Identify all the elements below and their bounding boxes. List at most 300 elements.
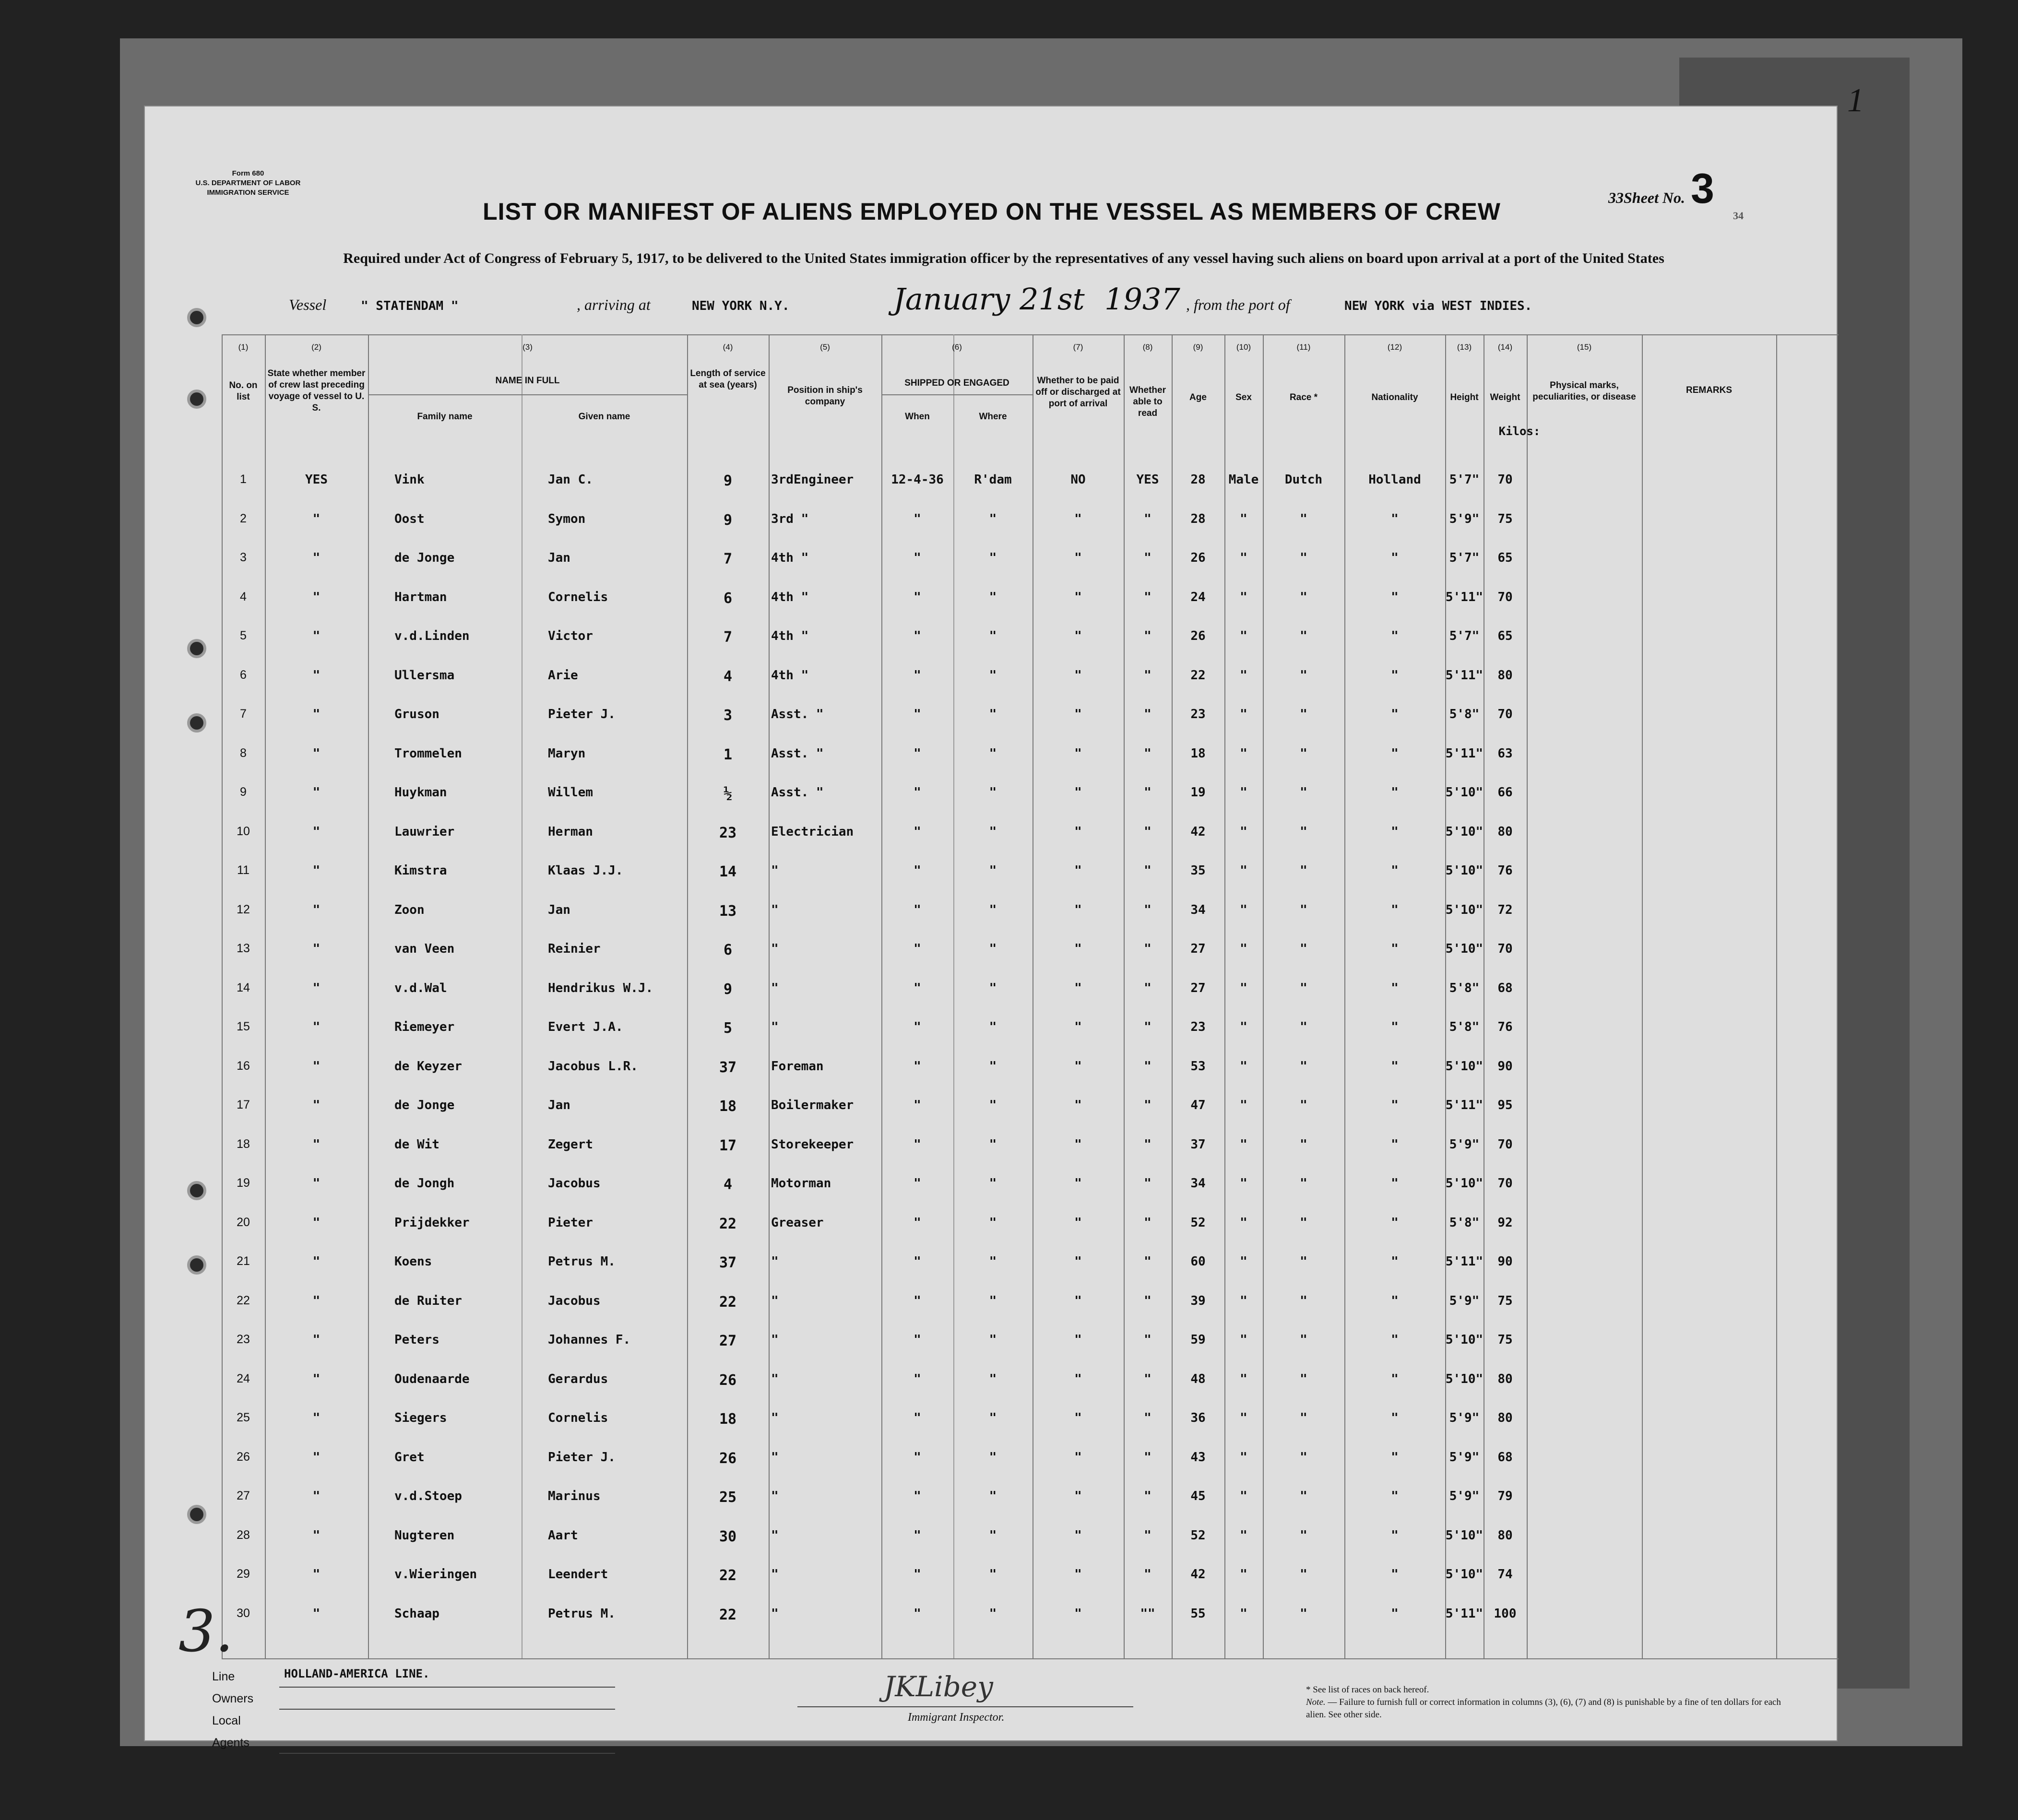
cell-sex: " [1240,1489,1247,1503]
cell-shipped-where: " [989,1371,997,1386]
cell-shipped-when: " [914,1606,921,1621]
crew-row [145,1046,1839,1085]
cell-no: 8 [240,746,247,760]
cell-nationality: Holland [1368,473,1421,487]
cell-able-read: YES [1136,473,1159,487]
cell-no: 18 [237,1137,250,1151]
page-title: LIST OR MANIFEST OF ALIENS EMPLOYED ON THE VESSEL AS MEMBERS OF CREW [483,198,1501,225]
cell-race: " [1300,629,1307,643]
cell-height: 5'9" [1449,1137,1480,1152]
cell-sex: " [1240,1020,1247,1034]
cell-position: " [771,1411,779,1425]
cell-age: 36 [1190,1411,1206,1425]
colnum-7: (7) [1073,343,1083,352]
cell-family-name: Zoon [394,902,425,917]
arrival-year: 1937 [1104,282,1180,317]
cell-family-name: v.d.Wal [394,981,447,995]
cell-race: " [1300,785,1307,800]
cell-nationality: " [1391,1137,1399,1152]
punch-hole [187,308,206,327]
cell-years-service: 9 [723,473,733,489]
cell-years-service: 37 [719,1254,737,1271]
form-number: Form 680 [232,169,264,177]
crew-row [145,1515,1839,1554]
crew-row [145,655,1839,694]
cell-race: " [1300,1567,1307,1582]
crew-row [145,1085,1839,1124]
cell-height: 5'7" [1449,551,1480,565]
cell-height: 5'8" [1449,707,1480,721]
cell-family-name: van Veen [394,942,455,956]
cell-weight: 76 [1497,863,1513,878]
cell-family-name: Ullersma [394,668,455,683]
cell-previous-voyage: " [312,981,321,995]
cell-weight: 68 [1497,1450,1513,1465]
cell-years-service: 17 [719,1137,737,1154]
cell-no: 16 [237,1059,250,1073]
cell-shipped-where: " [989,590,997,604]
cell-paid-off: " [1074,1567,1082,1582]
cell-given-name: Petrus M. [548,1254,616,1269]
cell-given-name: Willem [548,785,593,800]
colnum-3: (3) [522,343,533,352]
cell-able-read: " [1144,1020,1151,1034]
cell-years-service: 4 [723,1176,733,1193]
cell-previous-voyage: " [312,863,321,878]
cell-years-service: 4 [723,668,733,685]
footnote-note-text: — Failure to furnish full or correct information in columns (3), (6), (7) and (8) is punishable by a fine of ten dollars for each alien. See other side. [1306,1697,1781,1720]
cell-able-read: " [1144,981,1151,995]
cell-sex: " [1240,1137,1247,1152]
cell-race: " [1300,1411,1307,1425]
header-when: When [905,412,930,422]
crew-row [145,1124,1839,1163]
arrival-date: January 21st [893,282,1085,317]
cell-able-read: " [1144,707,1151,721]
cell-previous-voyage: " [312,707,321,721]
margin-note: 1 [1847,82,1864,119]
cell-shipped-where: " [989,863,997,878]
cell-age: 19 [1190,785,1206,800]
cell-able-read: " [1144,863,1151,878]
port-value: NEW YORK via WEST INDIES. [1344,299,1532,313]
arriving-value: NEW YORK N.Y. [692,299,790,313]
cell-able-read: " [1144,1489,1151,1503]
cell-sex: " [1240,551,1247,565]
cell-age: 42 [1190,1567,1206,1582]
cell-race: Dutch [1284,473,1323,487]
cell-weight: 76 [1497,1020,1513,1034]
cell-able-read: " [1144,1371,1151,1386]
header-nationality: Nationality [1371,392,1418,402]
cell-able-read: " [1144,668,1151,683]
cell-position: Electrician [771,824,854,839]
cell-shipped-where: " [989,902,997,917]
colnum-12: (12) [1387,343,1402,352]
cell-age: 37 [1190,1137,1206,1152]
cell-position: " [771,1450,779,1465]
cell-shipped-when: " [914,629,921,643]
cell-height: 5'10" [1445,1176,1484,1191]
cell-no: 23 [237,1333,250,1346]
cell-race: " [1300,1606,1307,1621]
cell-given-name: Jan [548,551,570,565]
cell-sex: Male [1228,473,1259,487]
cell-shipped-where: " [989,1293,997,1308]
colnum-13: (13) [1457,343,1472,352]
header-position: Position in ship's company [787,385,863,407]
cell-nationality: " [1391,942,1399,956]
cell-paid-off: " [1074,1137,1082,1152]
cell-height: 5'8" [1449,1215,1480,1230]
cell-weight: 65 [1497,629,1513,643]
punch-hole [187,1181,206,1200]
cell-paid-off: " [1074,1606,1082,1621]
cell-given-name: Symon [548,511,586,526]
cell-given-name: Jan [548,1098,570,1112]
cell-shipped-when: " [914,1567,921,1582]
crew-row [145,459,1839,498]
cell-nationality: " [1391,824,1399,839]
cell-race: " [1300,1098,1307,1112]
cell-weight: 68 [1497,981,1513,995]
cell-age: 28 [1190,473,1206,487]
cell-nationality: " [1391,1059,1399,1074]
cell-paid-off: " [1074,902,1082,917]
cell-weight: 70 [1497,707,1513,721]
crew-row [145,1476,1839,1515]
cell-family-name: Gret [394,1450,425,1465]
cell-weight: 75 [1497,511,1513,526]
cell-shipped-when: " [914,668,921,683]
cell-years-service: 22 [719,1606,737,1623]
cell-weight: 79 [1497,1489,1513,1503]
cell-no: 7 [240,707,247,721]
cell-shipped-where: R'dam [974,473,1012,487]
cell-age: 23 [1190,707,1206,721]
cell-family-name: de Jonge [394,1098,455,1112]
cell-race: " [1300,902,1307,917]
cell-weight: 70 [1497,942,1513,956]
cell-previous-voyage: " [312,1606,321,1621]
cell-shipped-where: " [989,746,997,761]
cell-family-name: Koens [394,1254,432,1269]
cell-no: 2 [240,511,247,525]
cell-height: 5'11" [1445,1606,1484,1621]
cell-shipped-when: " [914,1254,921,1269]
cell-height: 5'10" [1445,1528,1484,1543]
cell-position: " [771,1489,779,1503]
cell-age: 22 [1190,668,1206,683]
cell-race: " [1300,1137,1307,1152]
owners-underline [279,1695,615,1710]
cell-paid-off: " [1074,668,1082,683]
cell-shipped-where: " [989,1411,997,1425]
cell-years-service: 14 [719,863,737,880]
cell-position: " [771,863,779,878]
cell-age: 53 [1190,1059,1206,1074]
cell-height: 5'10" [1445,824,1484,839]
colnum-15: (15) [1577,343,1592,352]
name-subrule [368,394,687,395]
cell-no: 20 [237,1215,250,1229]
cell-shipped-when: " [914,902,921,917]
cell-sex: " [1240,1333,1247,1347]
colnum-14: (14) [1497,343,1513,352]
cell-paid-off: " [1074,746,1082,761]
colnum-10: (10) [1236,343,1251,352]
cell-previous-voyage: " [312,1098,321,1112]
colnum-8: (8) [1142,343,1153,352]
cell-previous-voyage: " [312,511,321,526]
crew-row [145,968,1839,1007]
cell-paid-off: " [1074,1528,1082,1543]
cell-age: 23 [1190,1020,1206,1034]
cell-nationality: " [1391,629,1399,643]
inspector-caption: Immigrant Inspector. [908,1711,1005,1724]
cell-sex: " [1240,1293,1247,1308]
cell-position: Motorman [771,1176,831,1191]
cell-shipped-when: " [914,551,921,565]
cell-sex: " [1240,1371,1247,1386]
cell-height: 5'10" [1445,863,1484,878]
cell-years-service: 27 [719,1333,737,1349]
cell-paid-off: " [1074,511,1082,526]
cell-family-name: v.Wieringen [394,1567,477,1582]
cell-shipped-where: " [989,1215,997,1230]
cell-weight: 75 [1497,1333,1513,1347]
cell-years-service: 22 [719,1567,737,1584]
punch-hole [187,390,206,409]
cell-age: 26 [1190,629,1206,643]
cell-previous-voyage: " [312,1293,321,1308]
cell-sex: " [1240,785,1247,800]
cell-given-name: Hendrikus W.J. [548,981,653,995]
cell-age: 55 [1190,1606,1206,1621]
cell-weight: 80 [1497,824,1513,839]
cell-able-read: " [1144,1176,1151,1191]
cell-race: " [1300,1333,1307,1347]
cell-race: " [1300,863,1307,878]
cell-no: 22 [237,1293,250,1307]
cell-nationality: " [1391,1333,1399,1347]
cell-able-read: " [1144,1450,1151,1465]
agents-underline [279,1739,615,1754]
cell-nationality: " [1391,707,1399,721]
cell-weight: 80 [1497,1411,1513,1425]
crew-row [145,1437,1839,1476]
cell-nationality: " [1391,863,1399,878]
cell-family-name: Peters [394,1333,439,1347]
header-height: Height [1450,392,1479,402]
cell-paid-off: " [1074,707,1082,721]
crew-row [145,1593,1839,1632]
cell-no: 30 [237,1606,250,1620]
cell-family-name: de Ruiter [394,1293,462,1308]
cell-given-name: Aart [548,1528,578,1543]
cell-given-name: Arie [548,668,578,683]
cell-position: Greaser [771,1215,824,1230]
cell-able-read: " [1144,1411,1151,1425]
cell-able-read: " [1144,942,1151,956]
cell-able-read: " [1144,1254,1151,1269]
cell-sex: " [1240,629,1247,643]
cell-sex: " [1240,590,1247,604]
cell-position: " [771,902,779,917]
colnum-9: (9) [1193,343,1203,352]
cell-family-name: Riemeyer [394,1020,455,1034]
header-race: Race * [1289,392,1318,402]
crew-row [145,1241,1839,1280]
cell-family-name: Hartman [394,590,447,604]
cell-nationality: " [1391,1528,1399,1543]
cell-previous-voyage: " [312,1489,321,1503]
cell-age: 48 [1190,1371,1206,1386]
cell-nationality: " [1391,1020,1399,1034]
cell-position: Storekeeper [771,1137,854,1152]
cell-shipped-when: 12-4-36 [891,473,944,487]
cell-able-read: " [1144,1098,1151,1112]
arriving-label: , arriving at [577,296,651,313]
cell-family-name: Gruson [394,707,439,721]
from-label: , from the port of [1186,296,1290,313]
cell-shipped-where: " [989,785,997,800]
cell-position: " [771,981,779,995]
cell-position: 4th " [771,590,809,604]
cell-position: " [771,942,779,956]
header-age: Age [1189,392,1207,402]
cell-weight: 92 [1497,1215,1513,1230]
cell-nationality: " [1391,981,1399,995]
cell-race: " [1300,551,1307,565]
cell-paid-off: " [1074,590,1082,604]
cell-able-read: " [1144,1528,1151,1543]
cell-race: " [1300,707,1307,721]
cell-no: 13 [237,942,250,955]
inspector-signature: JKLibey [884,1670,993,1703]
cell-years-service: 22 [719,1215,737,1232]
cell-weight: 65 [1497,551,1513,565]
footnote [1306,1684,1795,1721]
cell-paid-off: " [1074,1450,1082,1465]
cell-position: Foreman [771,1059,824,1074]
cell-paid-off: " [1074,1215,1082,1230]
department: U.S. DEPARTMENT OF LABOR [195,179,301,187]
cell-nationality: " [1391,1489,1399,1503]
cell-sex: " [1240,1059,1247,1074]
cell-years-service: 26 [719,1450,737,1467]
cell-shipped-where: " [989,668,997,683]
cell-no: 9 [240,785,247,799]
cell-position: Asst. " [771,746,824,761]
cell-age: 45 [1190,1489,1206,1503]
cell-position: 4th " [771,629,809,643]
cell-height: 5'10" [1445,1567,1484,1582]
cell-previous-voyage: " [312,1528,321,1543]
cell-age: 26 [1190,551,1206,565]
crew-row [145,772,1839,811]
cell-years-service: 23 [719,824,737,841]
cell-sex: " [1240,981,1247,995]
cell-given-name: Jacobus L.R. [548,1059,638,1074]
cell-years-service: 6 [723,942,733,958]
cell-able-read: " [1144,902,1151,917]
footnote-races: * See list of races on back hereof. [1306,1685,1429,1695]
cell-previous-voyage: " [312,746,321,761]
crew-row [145,1397,1839,1437]
cell-height: 5'10" [1445,1059,1484,1074]
cell-nationality: " [1391,1450,1399,1465]
cell-height: 5'7" [1449,629,1480,643]
cell-race: " [1300,1020,1307,1034]
cell-no: 11 [237,863,249,877]
cell-paid-off: " [1074,981,1082,995]
sheet-sub-number: 34 [1733,210,1744,222]
sheet-label: Sheet No. [1624,189,1685,206]
cell-sex: " [1240,942,1247,956]
cell-height: 5'10" [1445,942,1484,956]
cell-family-name: Prijdekker [394,1215,470,1230]
cell-years-service: 5 [723,1020,733,1037]
cell-nationality: " [1391,511,1399,526]
cell-height: 5'11" [1445,1254,1484,1269]
cell-height: 5'8" [1449,981,1480,995]
cell-height: 5'11" [1445,746,1484,761]
cell-race: " [1300,1450,1307,1465]
cell-position: 4th " [771,668,809,683]
cell-nationality: " [1391,1411,1399,1425]
cell-paid-off: " [1074,824,1082,839]
cell-age: 27 [1190,942,1206,956]
cell-given-name: Evert J.A. [548,1020,623,1034]
cell-weight: 66 [1497,785,1513,800]
cell-nationality: " [1391,1606,1399,1621]
cell-shipped-when: " [914,824,921,839]
cell-previous-voyage: " [312,590,321,604]
crew-row [145,850,1839,889]
cell-position: " [771,1293,779,1308]
cell-paid-off: " [1074,1059,1082,1074]
cell-shipped-when: " [914,863,921,878]
cell-family-name: de Jonge [394,551,455,565]
cell-years-service: 18 [719,1411,737,1428]
cell-able-read: " [1144,1215,1151,1230]
cell-nationality: " [1391,1567,1399,1582]
cell-position: " [771,1254,779,1269]
cell-previous-voyage: " [312,1020,321,1034]
cell-family-name: Kimstra [394,863,447,878]
cell-previous-voyage: " [312,629,321,643]
cell-given-name: Victor [548,629,593,643]
cell-previous-voyage: " [312,785,321,800]
cell-sex: " [1240,1606,1247,1621]
cell-years-service: 7 [723,629,733,646]
cell-race: " [1300,511,1307,526]
cell-nationality: " [1391,1371,1399,1386]
cell-shipped-where: " [989,981,997,995]
cell-position: " [771,1333,779,1347]
cell-weight: 72 [1497,902,1513,917]
cell-race: " [1300,668,1307,683]
header-weight: Weight [1490,392,1520,402]
sheet-number-value: 3 [1691,165,1714,212]
cell-sex: " [1240,1567,1247,1582]
cell-weight: 95 [1497,1098,1513,1112]
cell-given-name: Cornelis [548,1411,608,1425]
cell-able-read: " [1144,824,1151,839]
header-shipped: SHIPPED OR ENGAGED [904,378,1009,388]
colnum-2: (2) [311,343,321,352]
